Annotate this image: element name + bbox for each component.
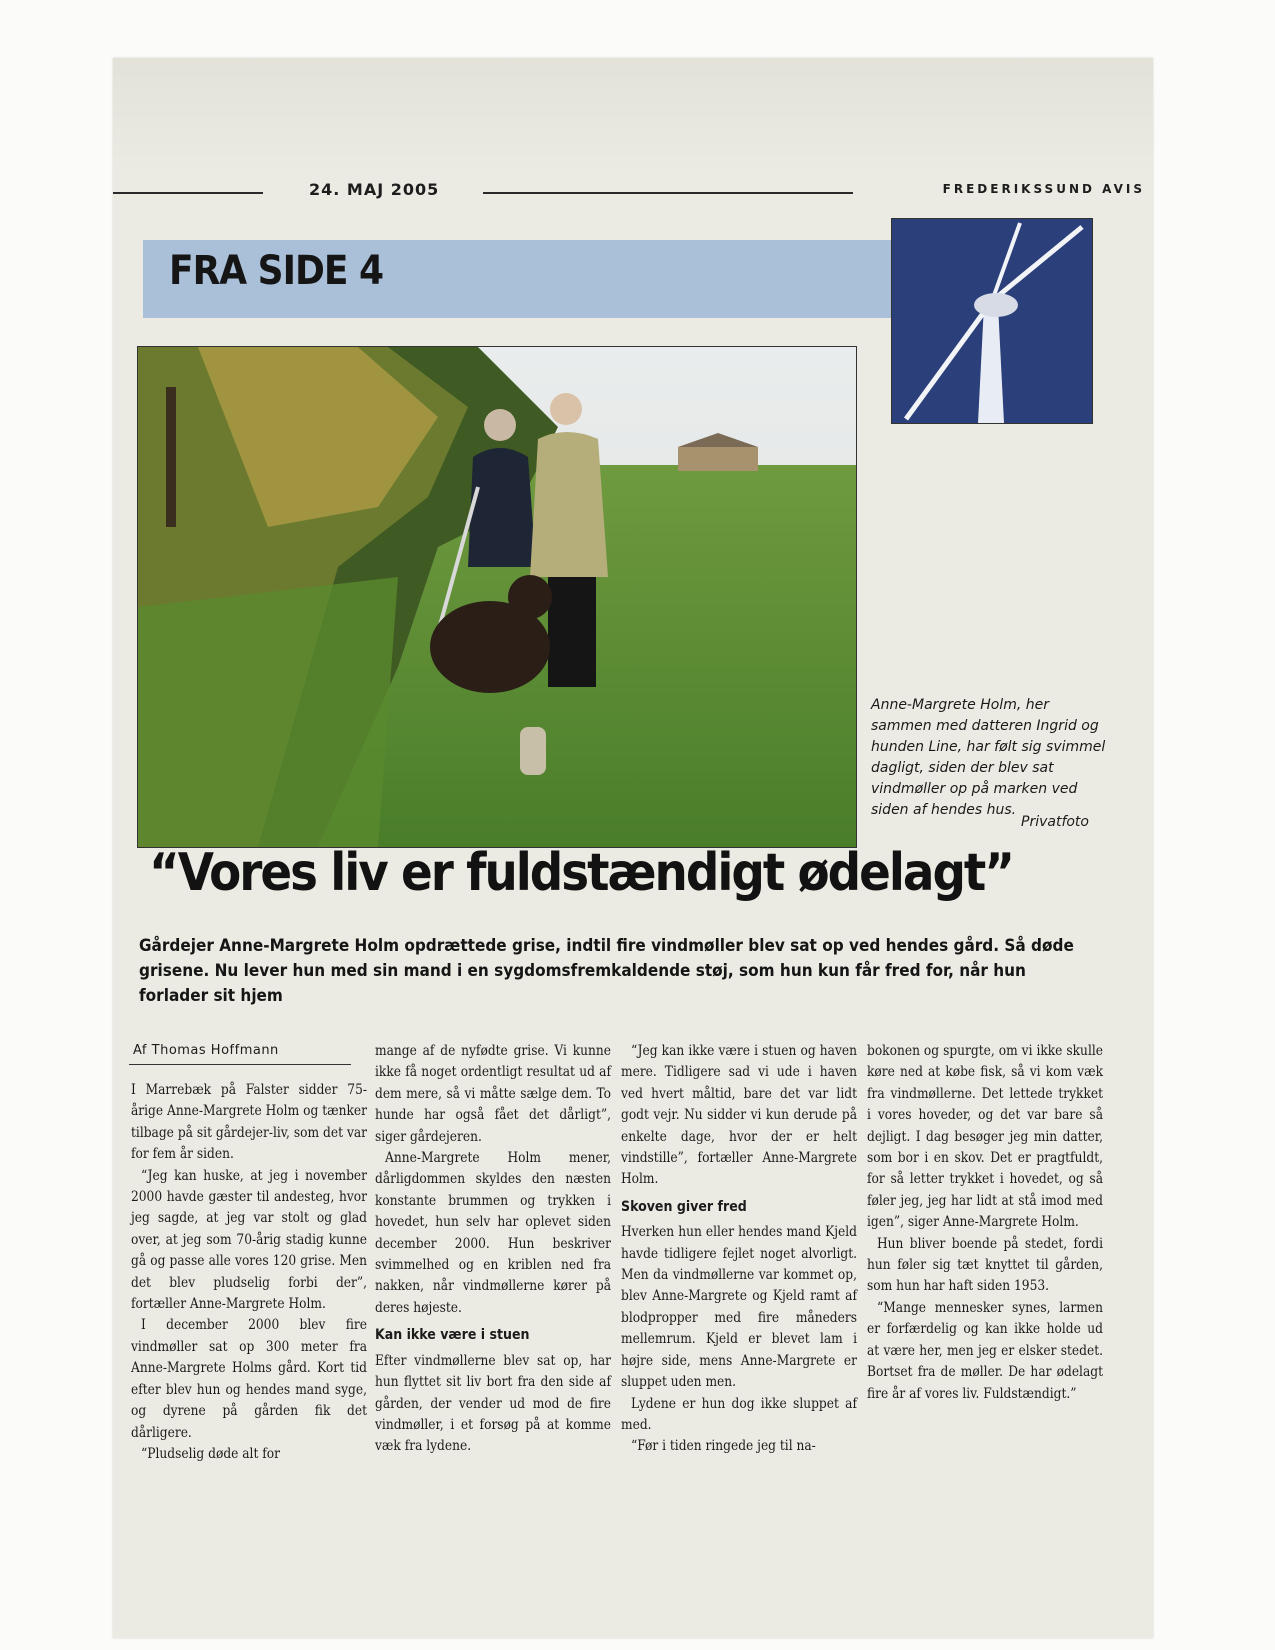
section-kicker: FRA SIDE 4 xyxy=(169,248,384,294)
paragraph: Hverken hun eller hendes mand Kjeld havde tidligere fejlet noget alvorligt. Men da vindmøllerne var kommet op, blev Anne-Margrete og Kjeld ramt af blodpropper med fire måneders mellemrum. Kjeld er blevet lam i højre side, mens Anne-Margrete er sluppet uden men. xyxy=(621,1224,857,1391)
photo-credit: Privatfoto xyxy=(1021,814,1089,830)
subheading: Skoven giver fred xyxy=(621,1198,747,1215)
paragraph: Lydene er hun dog ikke sluppet af med. xyxy=(621,1395,857,1433)
paragraph: Efter vindmøllerne blev sat op, har hun flyttet sit liv bort fra den side af gården, der vender ud mod de fire vindmøller, i et forsøg på at komme væk fra lydene. xyxy=(375,1352,611,1455)
wind-turbine-icon xyxy=(892,219,1092,423)
photo-caption: Anne-Margrete Holm, her sammen med datteren Ingrid og hunden Line, har følt sig svimmel dagligt, siden der blev sat vindmøller op på marken ved siden af hendes hus. xyxy=(871,697,1106,818)
subheading: Kan ikke være i stuen xyxy=(375,1327,530,1344)
deck: Gårdejer Anne-Margrete Holm opdrættede grise, indtil fire vindmøller blev sat op ved hendes gård. Så døde grisene. Nu lever hun med sin mand i en sygdomsfremkaldende støj, som hun kun får fred for, når hun forlader sit hjem xyxy=(139,936,1074,1006)
paragraph: Anne-Margrete Holm mener, dårligdommen skyldes den næsten konstante brummen og trykken i hovedet, hun selv har oplevet siden december 2000. Hun beskriver svimmelhed og en kriblen ned fra nakken, når vindmøllerne kører på deres højeste. xyxy=(375,1150,611,1316)
byline-rule xyxy=(129,1064,351,1065)
paragraph: mange af de nyfødte grise. Vi kunne ikke få noget ordentligt resultat ud af dem mere, så vi måtte sælge dem. To hunde har også fået det dårligt”, siger gårdejeren. xyxy=(375,1043,611,1145)
rule-right xyxy=(483,192,853,194)
byline: Af Thomas Hoffmann xyxy=(133,1043,279,1058)
rule-left xyxy=(113,192,263,194)
paper-top-margin xyxy=(113,58,1153,178)
column-1 xyxy=(131,1080,367,1465)
column-2 xyxy=(375,1041,611,1458)
field-photo-illustration xyxy=(138,347,856,847)
paragraph: I Marrebæk på Falster sidder 75-årige Anne-Margrete Holm og tænker tilbage på sit gårdejer-liv, som det var for fem år siden. xyxy=(131,1082,367,1163)
paragraph: Hun bliver boende på stedet, fordi hun føler sig tæt knyttet til gården, som hun har haft siden 1953. xyxy=(867,1235,1103,1295)
issue-date: 24. MAJ 2005 xyxy=(309,180,440,199)
newspaper-clipping xyxy=(113,58,1153,1638)
paragraph: “Før i tiden ringede jeg til na- xyxy=(631,1438,816,1455)
column-4 xyxy=(867,1041,1103,1405)
headline: “Vores liv er fuldstændigt ødelagt” xyxy=(149,843,1014,903)
paragraph: “Jeg kan ikke være i stuen og haven mere. Tidligere sad vi ude i haven ved hvert måltid, bare det var lidt godt vejr. Nu sidder vi kun derude på enkelte dage, hvor der er helt vindstille”, fortæller Anne-Margrete Holm. xyxy=(621,1043,857,1188)
paragraph: bokonen og spurgte, om vi ikke skulle køre ned at købe fisk, så vi kom væk fra vindmøllerne. Det lettede trykket i vores hoveder, og det var bare så dejligt. I dag besøger jeg min datter, som bor i en skov. Det er pragtfuldt, for så letter trykket i hovedet, og så føler jeg, jeg har lidt at stå imod med igen”, siger Anne-Margrete Holm. xyxy=(867,1043,1103,1231)
paragraph: “Pludselig døde alt for xyxy=(141,1445,280,1462)
paragraph: “Jeg kan huske, at jeg i november 2000 havde gæster til andesteg, hvor jeg sagde, at jeg var stolt og glad over, at jeg som 70-årig stadig kunne gå og passe alle vores 120 grise. Men det blev pludselig forbi der”, fortæller Anne-Margrete Holm. xyxy=(131,1167,367,1313)
paper-name: FREDERIKSSUND AVIS xyxy=(942,182,1145,196)
paragraph: “Mange mennesker synes, larmen er forfærdelig og kan ikke holde ud at være her, men jeg er elsker stedet. Bortset fra de møller. De har ødelagt fire år af vores liv. Fuldstændigt.” xyxy=(867,1299,1103,1402)
main-photo xyxy=(137,346,857,848)
wind-turbine-photo xyxy=(891,218,1093,424)
column-3 xyxy=(621,1041,857,1458)
paragraph: I december 2000 blev fire vindmøller sat op 300 meter fra Anne-Margrete Holms gård. Kort tid efter blev hun og hendes mand syge, og dyrene på gården fik det dårligere. xyxy=(131,1317,367,1441)
dateline xyxy=(113,180,1153,204)
